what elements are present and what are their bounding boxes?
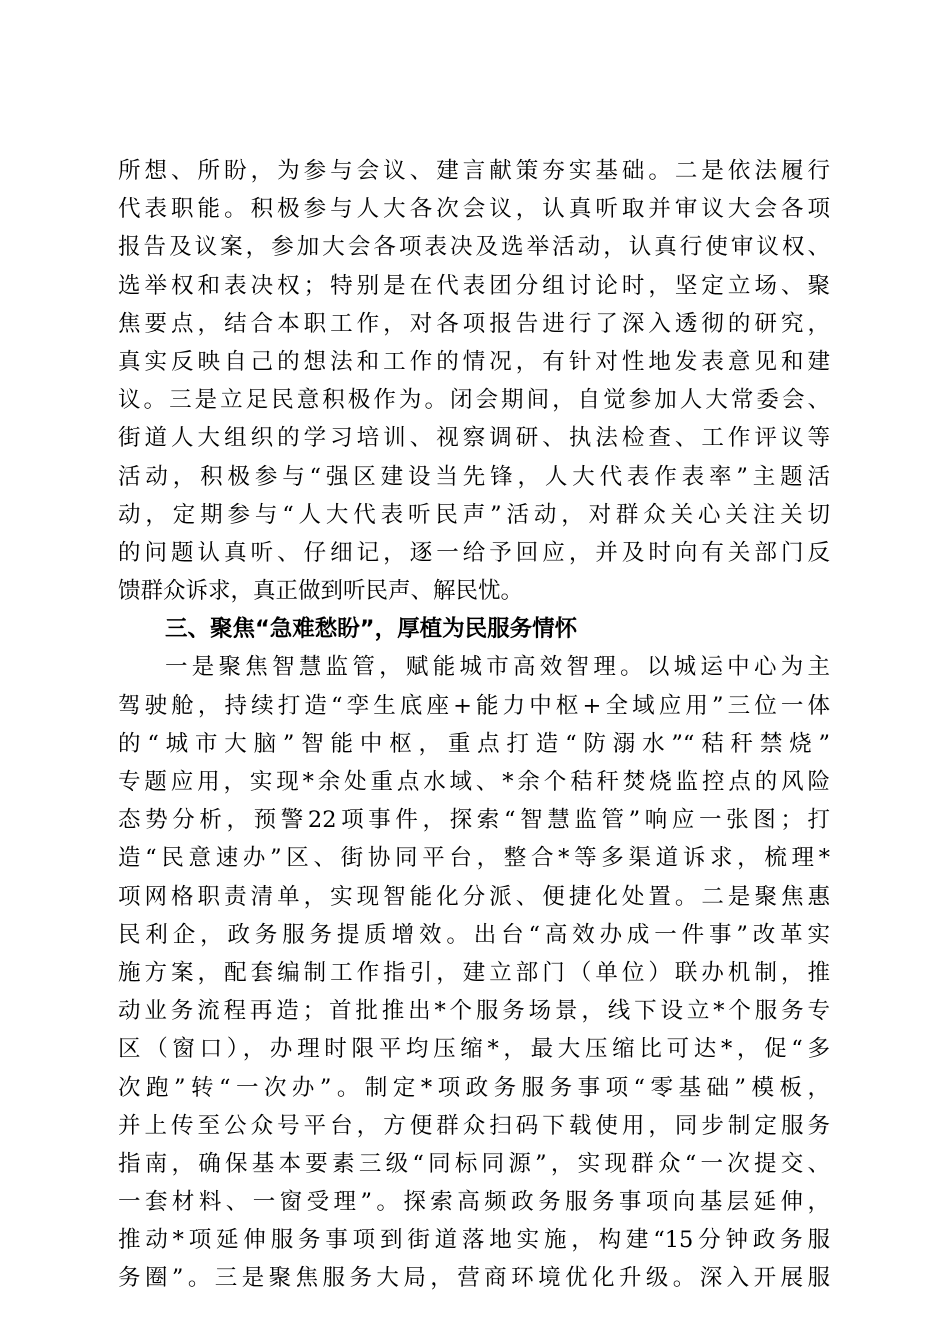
text-line: 并上传至公众号平台，方便群众扫码下载使用，同步制定服务	[118, 1112, 830, 1139]
text-line: 真实反映自己的想法和工作的情况，有针对性地发表意见和建	[118, 348, 830, 375]
text-line: 街道人大组织的学习培训、视察调研、执法检查、工作评议等	[118, 425, 830, 452]
document-body	[118, 152, 830, 1298]
text-line: 施方案，配套编制工作指引，建立部门（单位）联办机制，推	[118, 959, 830, 986]
text-line: 务圈”。三是聚焦服务大局，营商环境优化升级。深入开展服	[118, 1265, 830, 1292]
text-line: 的问题认真听、仔细记，逐一给予回应，并及时向有关部门反	[118, 539, 830, 566]
text-line: 专题应用，实现*余处重点水域、*余个秸秆焚烧监控点的风险	[118, 769, 830, 795]
text-line: 一套材料、一窗受理”。探索高频政务服务事项向基层延伸，	[118, 1189, 830, 1216]
text-line: 一是聚焦智慧监管，赋能城市高效智理。以城运中心为主	[165, 654, 830, 681]
text-line: 议。三是立足民意积极作为。闭会期间，自觉参加人大常委会、	[118, 387, 830, 414]
text-line: 报告及议案，参加大会各项表决及选举活动，认真行使审议权、	[118, 234, 830, 261]
text-line: 造“民意速办”区、街协同平台，整合*等多渠道诉求，梳理*	[118, 845, 830, 872]
text-line: 馈群众诉求，真正做到听民声、解民忧。	[118, 578, 524, 605]
text-line: 次跑”转“一次办”。制定*项政务服务事项“零基础”模板，	[118, 1074, 830, 1101]
text-line: 焦要点，结合本职工作，对各项报告进行了深入透彻的研究，	[118, 310, 830, 337]
text-line: 民利企，政务服务提质增效。出台“高效办成一件事”改革实	[118, 921, 830, 948]
text-line: 项网格职责清单，实现智能化分派、便捷化处置。二是聚焦惠	[118, 883, 830, 910]
text-line: 驾驶舱，持续打造“孪生底座+能力中枢+全域应用”三位一体	[118, 692, 830, 719]
text-line: 动，定期参与“人大代表听民声”活动，对群众关心关注关切	[118, 501, 830, 528]
text-line: 指南，确保基本要素三级“同标同源”，实现群众“一次提交、	[118, 1150, 830, 1177]
text-line: 态势分析，预警22项事件，探索“智慧监管”响应一张图；打	[118, 807, 830, 834]
text-line: 推动*项延伸服务事项到街道落地实施，构建“15分钟政务服	[118, 1227, 830, 1254]
text-line: 所想、所盼，为参与会议、建言献策夯实基础。二是依法履行	[118, 158, 830, 184]
section-heading: 三、聚焦“急难愁盼”，厚植为民服务情怀	[165, 616, 578, 643]
text-line: 活动，积极参与“强区建设当先锋，人大代表作表率”主题活	[118, 463, 830, 490]
paragraph-2	[118, 648, 830, 1297]
text-line: 选举权和表决权；特别是在代表团分组讨论时，坚定立场、聚	[118, 272, 830, 299]
text-line: 动业务流程再造；首批推出*个服务场景，线下设立*个服务专	[118, 998, 830, 1025]
text-line: 区（窗口），办理时限平均压缩*，最大压缩比可达*，促“多	[118, 1036, 830, 1063]
text-line: 代表职能。积极参与人大各次会议，认真听取并审议大会各项	[118, 196, 830, 223]
text-line: 的“城市大脑”智能中枢，重点打造“防溺水”“秸秆禁烧”	[118, 730, 830, 757]
paragraph-1	[118, 152, 830, 610]
